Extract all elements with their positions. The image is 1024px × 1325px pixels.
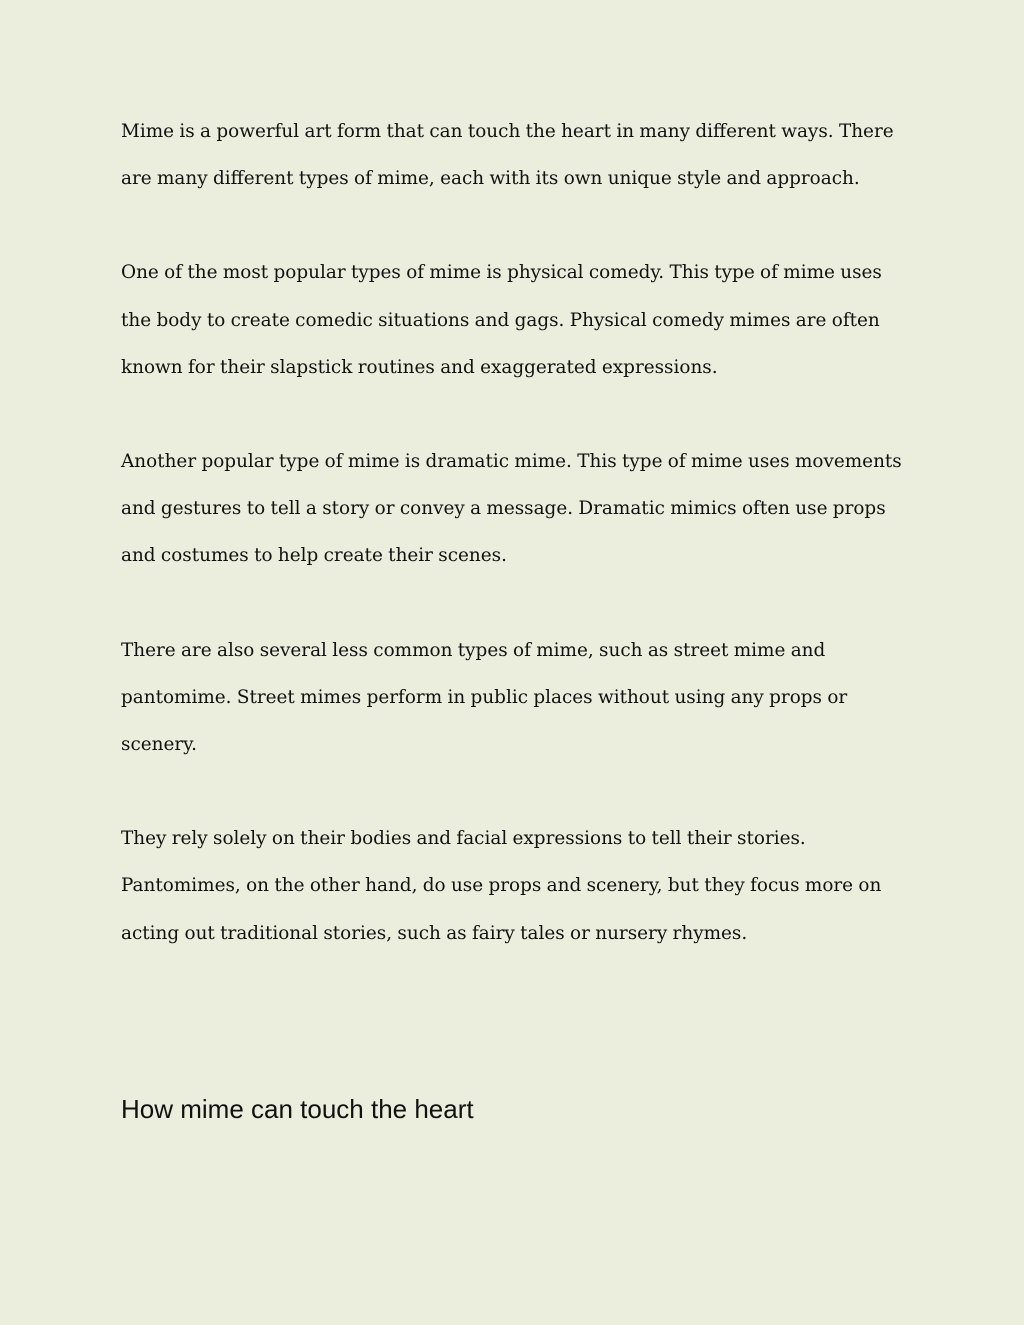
section-heading: How mime can touch the heart bbox=[121, 1094, 474, 1124]
paragraph-physical-comedy: One of the most popular types of mime is physical comedy. This type of mime uses the body to create comedic situations and gags. Physical comedy mimes are often known for their slapstick routines and exaggerated expressions. bbox=[121, 262, 882, 378]
paragraph-dramatic-mime: Another popular type of mime is dramatic mime. This type of mime uses movements and gestures to tell a story or convey a message. Dramatic mimics often use props and costumes to help create their scenes. bbox=[121, 451, 902, 567]
paragraph-intro: Mime is a powerful art form that can touch the heart in many different ways. There are many different types of mime, each with its own unique style and approach. bbox=[121, 121, 894, 190]
paragraph-pantomime: They rely solely on their bodies and facial expressions to tell their stories. Pantomimes, on the other hand, do use props and scenery, but they focus more on acting out traditional stories, such as fairy tales or nursery rhymes. bbox=[121, 828, 882, 944]
document-body bbox=[121, 108, 911, 1004]
paragraph-less-common-types: There are also several less common types of mime, such as street mime and pantomime. Street mimes perform in public places without using any props or scenery. bbox=[121, 639, 848, 756]
